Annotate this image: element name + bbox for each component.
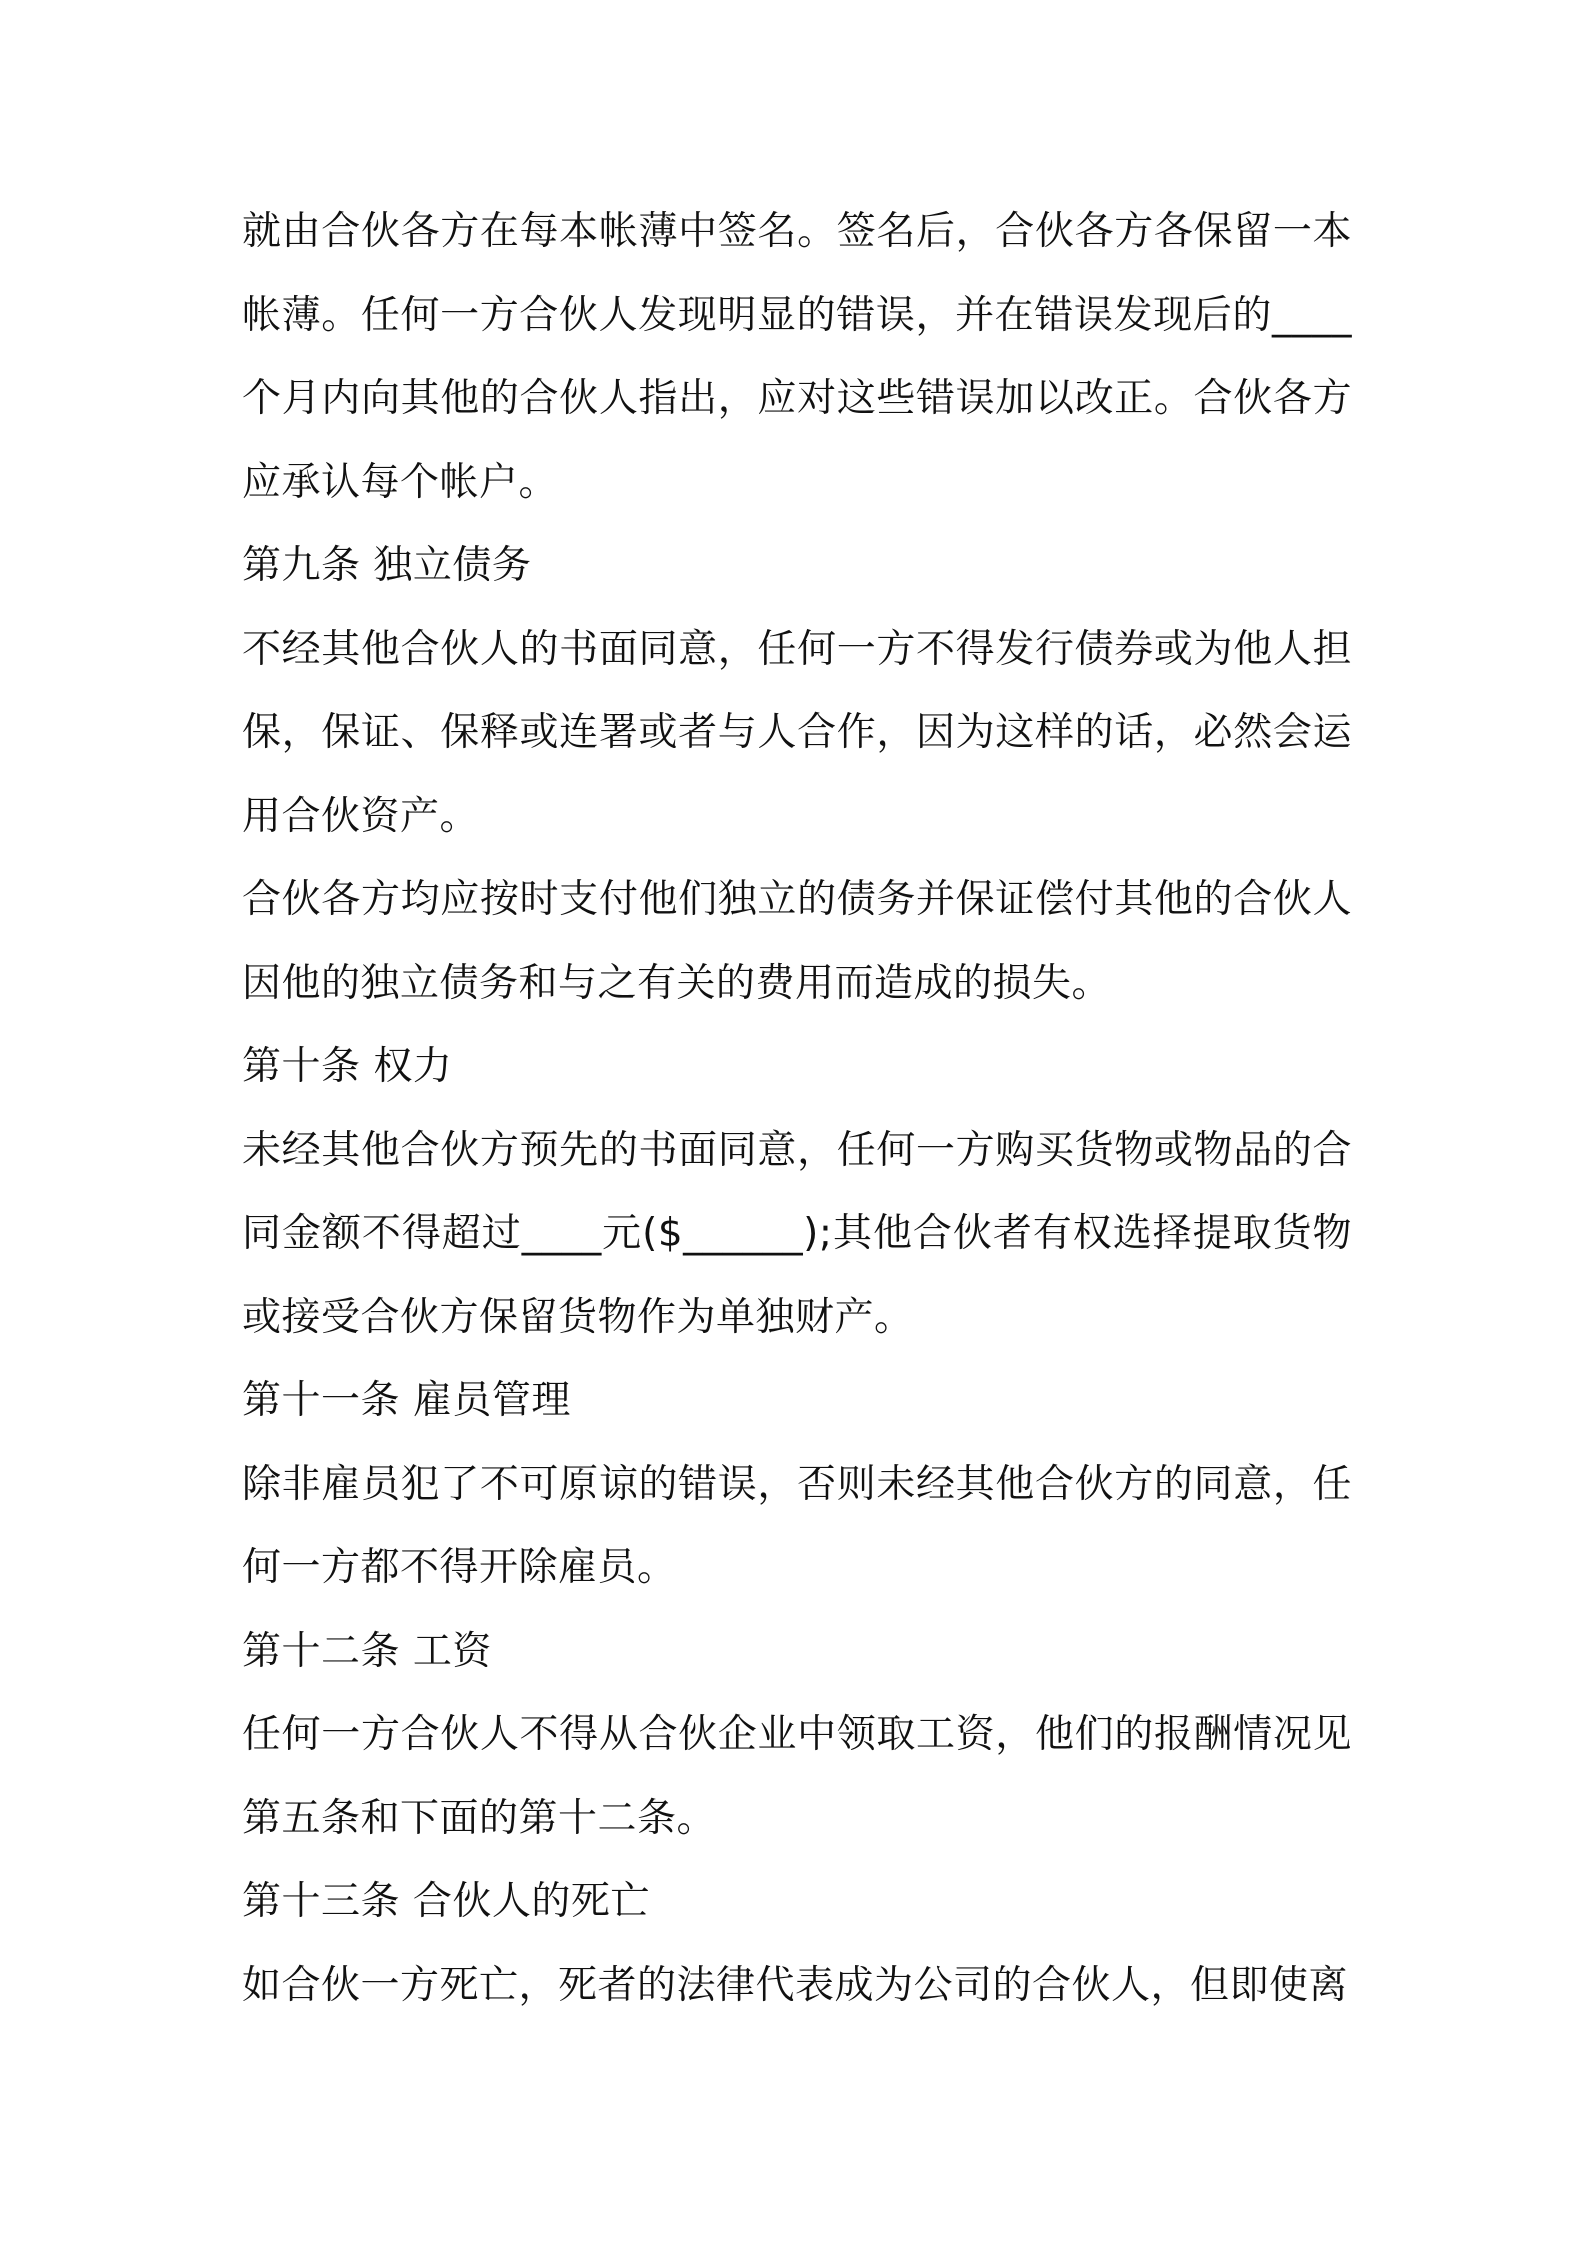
paragraph-article-9-bonds: 不经其他合伙人的书面同意，任何一方不得发行债券或为他人担保，保证、保释或连署或者与人合作，因为这样的话，必然会运用合伙资产。 (242, 626, 1352, 839)
article-9-heading: 第九条 独立债务 (242, 543, 532, 588)
paragraph-ledger-signing: 就由合伙各方在每本帐薄中签名。签名后，合伙各方各保留一本帐薄。任何一方合伙人发现明显的错误，并在错误发现后的____个月内向其他的合伙人指出，应对这些错误加以改正。合伙各方应承认每个帐户。 (242, 209, 1352, 505)
document-body (242, 190, 1352, 2027)
paragraph-article-13-death: 如合伙一方死亡，死者的法律代表成为公司的合伙人，但即使离 (242, 1962, 1349, 2008)
article-12-heading: 第十二条 工资 (242, 1628, 492, 1674)
paragraph-article-9-debts: 合伙各方均应按时支付他们独立的债务并保证偿付其他的合伙人因他的独立债务和与之有关的费用而造成的损失。 (242, 877, 1352, 1006)
paragraph-article-11-employees: 除非雇员犯了不可原谅的错误，否则未经其他合伙方的同意，任何一方都不得开除雇员。 (242, 1461, 1352, 1590)
article-13-heading: 第十三条 合伙人的死亡 (242, 1879, 650, 1924)
article-11-heading: 第十一条 雇员管理 (242, 1378, 571, 1423)
paragraph-article-10-authority: 未经其他合伙方预先的书面同意，任何一方购买货物或物品的合同金额不得超过____元($______);其他合伙者有权选择提取货物或接受合伙方保留货物作为单独财产。 (242, 1127, 1352, 1340)
paragraph-article-12-wages: 任何一方合伙人不得从合伙企业中领取工资，他们的报酬情况见第五条和下面的第十二条。 (242, 1712, 1352, 1841)
article-10-heading: 第十条 权力 (242, 1044, 453, 1089)
